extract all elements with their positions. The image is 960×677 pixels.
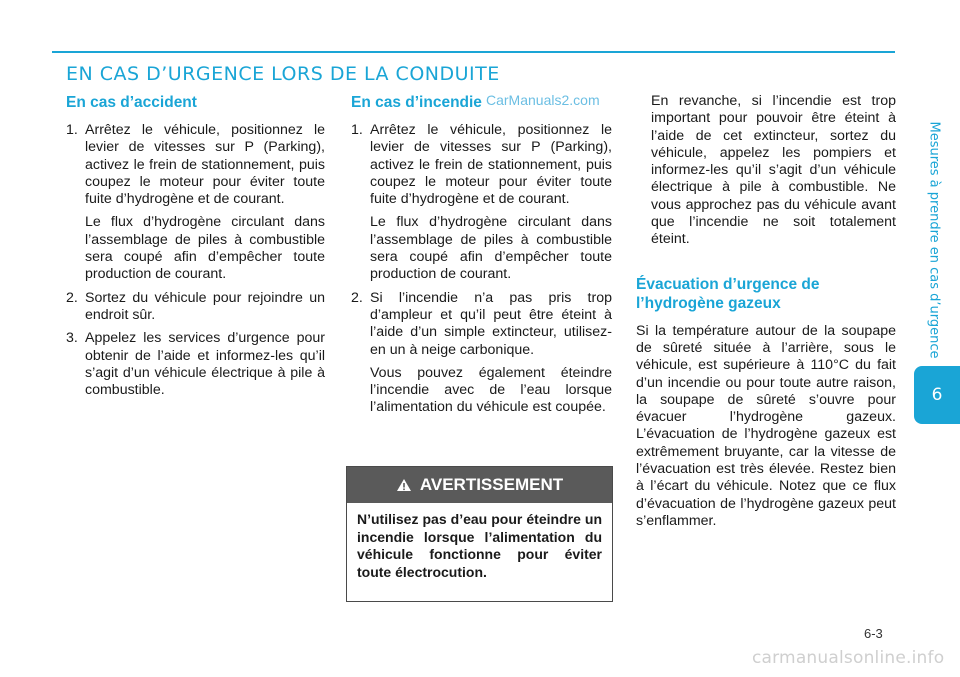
page-title: EN CAS D’URGENCE LORS DE LA CONDUITE <box>66 63 500 85</box>
header-rule <box>52 51 895 53</box>
list-item <box>66 290 325 325</box>
step-text: Si l’incendie n’a pas pris trop d’ampleur et qu’il peut être éteint à l’aide d’un simple extincteur, utilisez-en un à neige carbonique. <box>370 289 612 358</box>
step-number: 3. <box>66 330 78 347</box>
warning-text: N’utilisez pas d’eau pour éteindre un incendie lorsque l’alimentation du véhicule fonctionne pour éviter toute électrocution. <box>357 511 602 580</box>
step-text: Le flux d’hydrogène circulant dans l’assemblage de piles à combustible sera coupé afin d’empêcher toute production de courant. <box>85 214 325 283</box>
step-text: Appelez les services d’urgence pour obtenir de l’aide et informez-les qu’il s’agit d’un véhicule électrique à pile à combustible. <box>85 330 325 399</box>
list-item <box>66 122 325 284</box>
step-number: 2. <box>66 289 78 306</box>
step-number: 1. <box>66 122 78 138</box>
step-text: Arrêtez le véhicule, positionnez le levier de vitesses sur P (Parking), activez le frein de stationnement, puis coupez le moteur pour éviter toute fuite d’hydrogène et de courant. <box>85 122 325 208</box>
fire-steps <box>351 122 612 417</box>
section-side-label <box>914 120 954 360</box>
step-number: 2. <box>351 289 363 306</box>
accident-steps <box>66 122 325 399</box>
list-item <box>351 290 612 417</box>
list-item <box>66 330 325 399</box>
step-text: Sortez du véhicule pour rejoindre un endroit sûr. <box>85 289 325 323</box>
step-number: 1. <box>351 122 363 138</box>
warning-triangle-icon <box>396 478 412 492</box>
page-number: 6-3 <box>864 626 883 641</box>
heading-accident: En cas d’accident <box>66 94 197 111</box>
warning-box <box>346 466 613 602</box>
step-text: Arrêtez le véhicule, positionnez le levier de vitesses sur P (Parking), activez le frein de stationnement, puis coupez le moteur pour éviter toute fuite d’hydrogène et de courant. <box>370 122 612 208</box>
footer-site-watermark: carmanualsonline.info <box>752 648 945 668</box>
fire-continued-text: En revanche, si l’incendie est trop important pour pouvoir être éteint à l’aide de cet extincteur, sortez du véhicule, appelez les pompiers et informez-les qu’il s’agit d’un véhicule électrique à pile à combustible. Ne vous approchez pas du véhicule avant que l’incendie ne soit totalement éteint. <box>651 93 896 248</box>
column-fire <box>351 93 612 423</box>
section-side-label-text: Mesures à prendre en cas d’urgence <box>926 121 942 359</box>
step-text: Le flux d’hydrogène circulant dans l’assemblage de piles à combustible sera coupé afin d’empêcher toute production de courant. <box>370 214 612 283</box>
warning-title: AVERTISSEMENT <box>419 475 564 494</box>
warning-header <box>347 467 612 503</box>
watermark-carmanuals2: CarManuals2.com <box>486 92 600 108</box>
list-item <box>351 122 612 284</box>
evacuation-body: Si la température autour de la soupape de sûreté située à l’arrière, sous le véhicule, est supérieure à 110°C du fait d’un incendie ou pour toute autre raison, la soupape de sûreté s’ouvre pour évacuer l’hydrogène gazeux. L’évacuation de l’hydrogène gazeux est extrêmement bruyante, car la vitesse de l’évacuation est très élevée. Restez bien à l’écart du véhicule. Notez que ce flux d’évacuation de l’hydrogène gazeux peut s’enflammer. <box>636 322 896 529</box>
chapter-tab[interactable]: 6 <box>914 366 960 424</box>
heading-hydrogen-evacuation: Évacuation d’urgence de l’hydrogène gazeux <box>636 275 820 312</box>
step-text: Vous pouvez également éteindre l’incendie avec de l’eau lorsque l’alimentation du véhicule est coupée. <box>370 364 612 416</box>
column-evacuation <box>636 93 896 530</box>
heading-fire: En cas d’incendie <box>351 94 482 111</box>
column-accident <box>66 93 325 405</box>
